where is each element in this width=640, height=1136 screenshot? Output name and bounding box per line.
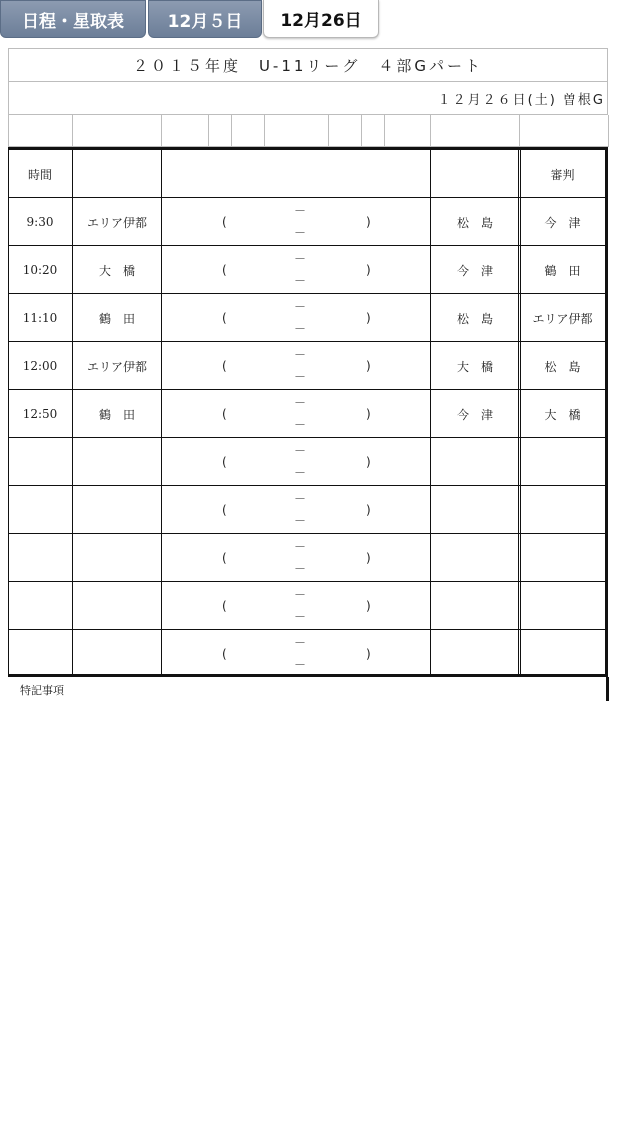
table-row xyxy=(8,534,605,582)
score-dash-top: － xyxy=(294,636,307,650)
table-row xyxy=(8,438,605,486)
score-dash-top: － xyxy=(294,348,307,362)
score-open-paren: ( xyxy=(222,599,227,613)
tab-dec-5[interactable]: 12月５日 xyxy=(148,0,262,38)
referee xyxy=(520,534,605,582)
score-open-paren: ( xyxy=(222,407,227,421)
score-dash-bottom: － xyxy=(294,418,307,432)
tab-schedule[interactable]: 日程・星取表 xyxy=(0,0,146,38)
score-dash-top: － xyxy=(294,588,307,602)
score-open-paren: ( xyxy=(222,455,227,469)
match-time: 12:50 xyxy=(22,407,58,421)
table-row xyxy=(8,294,605,342)
away-team xyxy=(431,630,519,678)
schedule-table xyxy=(8,147,608,677)
match-time xyxy=(8,630,72,678)
away-team: 松 島 xyxy=(456,215,493,230)
home-team xyxy=(73,534,161,582)
home-team xyxy=(73,630,161,678)
date-venue: １２月２６日(土) 曽根G xyxy=(8,82,608,115)
home-team: 鶴 田 xyxy=(98,407,135,422)
away-team xyxy=(431,486,519,534)
home-team xyxy=(73,486,161,534)
score-open-paren: ( xyxy=(222,647,227,661)
score-open-paren: ( xyxy=(222,311,227,325)
score-close-paren: ) xyxy=(366,599,371,613)
score-close-paren: ) xyxy=(366,407,371,421)
home-team: エリア伊都 xyxy=(86,359,147,374)
table-row xyxy=(8,582,605,630)
score-dash-top: － xyxy=(294,252,307,266)
referee: エリア伊都 xyxy=(532,311,593,326)
score-open-paren: ( xyxy=(222,263,227,277)
referee xyxy=(520,630,605,678)
notes-label: 特記事項 xyxy=(20,684,64,697)
score-close-paren: ) xyxy=(366,263,371,277)
score-dash-bottom: － xyxy=(294,562,307,576)
score-close-paren: ) xyxy=(366,647,371,661)
table-column-divider xyxy=(518,150,519,674)
match-time: 12:00 xyxy=(22,359,58,373)
score-close-paren: ) xyxy=(366,455,371,469)
away-team xyxy=(431,534,519,582)
table-row xyxy=(8,342,605,390)
match-time xyxy=(8,534,72,582)
header-referee: 審判 xyxy=(550,167,575,182)
home-team xyxy=(73,438,161,486)
sheet-title: ２０１５年度 U-11リーグ ４部Gパート xyxy=(8,48,608,82)
match-time: 9:30 xyxy=(26,215,54,229)
table-row xyxy=(8,390,605,438)
referee: 鶴 田 xyxy=(544,263,581,278)
match-time xyxy=(8,486,72,534)
match-time: 10:20 xyxy=(22,263,58,277)
score-dash-top: － xyxy=(294,204,307,218)
score-dash-bottom: － xyxy=(294,610,307,624)
score-dash-bottom: － xyxy=(294,370,307,384)
table-header-row xyxy=(8,150,605,198)
away-team: 松 島 xyxy=(456,311,493,326)
away-team xyxy=(431,438,519,486)
score-open-paren: ( xyxy=(222,551,227,565)
score-dash-bottom: － xyxy=(294,322,307,336)
score-close-paren: ) xyxy=(366,503,371,517)
score-dash-bottom: － xyxy=(294,274,307,288)
referee xyxy=(520,582,605,630)
referee xyxy=(520,438,605,486)
score-dash-top: － xyxy=(294,396,307,410)
score-open-paren: ( xyxy=(222,359,227,373)
score-dash-bottom: － xyxy=(294,514,307,528)
header-time: 時間 xyxy=(27,167,52,182)
away-team: 今 津 xyxy=(456,407,493,422)
score-open-paren: ( xyxy=(222,215,227,229)
table-column-divider xyxy=(161,150,162,674)
match-time xyxy=(8,582,72,630)
score-close-paren: ) xyxy=(366,359,371,373)
score-dash-top: － xyxy=(294,444,307,458)
score-dash-top: － xyxy=(294,492,307,506)
table-row xyxy=(8,198,605,246)
score-dash-bottom: － xyxy=(294,466,307,480)
empty-grid-row xyxy=(8,115,609,147)
table-column-divider xyxy=(8,150,9,674)
table-row xyxy=(8,486,605,534)
home-team: 大 橋 xyxy=(98,263,135,278)
tab-bar xyxy=(0,0,640,38)
score-dash-top: － xyxy=(294,300,307,314)
match-time xyxy=(8,438,72,486)
score-dash-bottom: － xyxy=(294,658,307,672)
table-edge xyxy=(606,677,609,701)
score-close-paren: ) xyxy=(366,551,371,565)
home-team xyxy=(73,582,161,630)
score-close-paren: ) xyxy=(366,215,371,229)
away-team xyxy=(431,582,519,630)
away-team: 今 津 xyxy=(456,263,493,278)
home-team: 鶴 田 xyxy=(98,311,135,326)
tab-dec-26[interactable]: 12月26日 xyxy=(263,0,379,38)
referee: 大 橋 xyxy=(544,407,581,422)
table-column-divider xyxy=(430,150,431,674)
table-column-divider xyxy=(520,150,521,674)
match-time: 11:10 xyxy=(22,311,58,325)
referee xyxy=(520,486,605,534)
score-close-paren: ) xyxy=(366,311,371,325)
table-column-divider xyxy=(72,150,73,674)
referee: 松 島 xyxy=(544,359,581,374)
away-team: 大 橋 xyxy=(456,359,493,374)
home-team: エリア伊都 xyxy=(86,215,147,230)
table-row xyxy=(8,246,605,294)
referee: 今 津 xyxy=(544,215,581,230)
table-row xyxy=(8,630,605,677)
score-dash-bottom: － xyxy=(294,226,307,240)
score-open-paren: ( xyxy=(222,503,227,517)
score-dash-top: － xyxy=(294,540,307,554)
